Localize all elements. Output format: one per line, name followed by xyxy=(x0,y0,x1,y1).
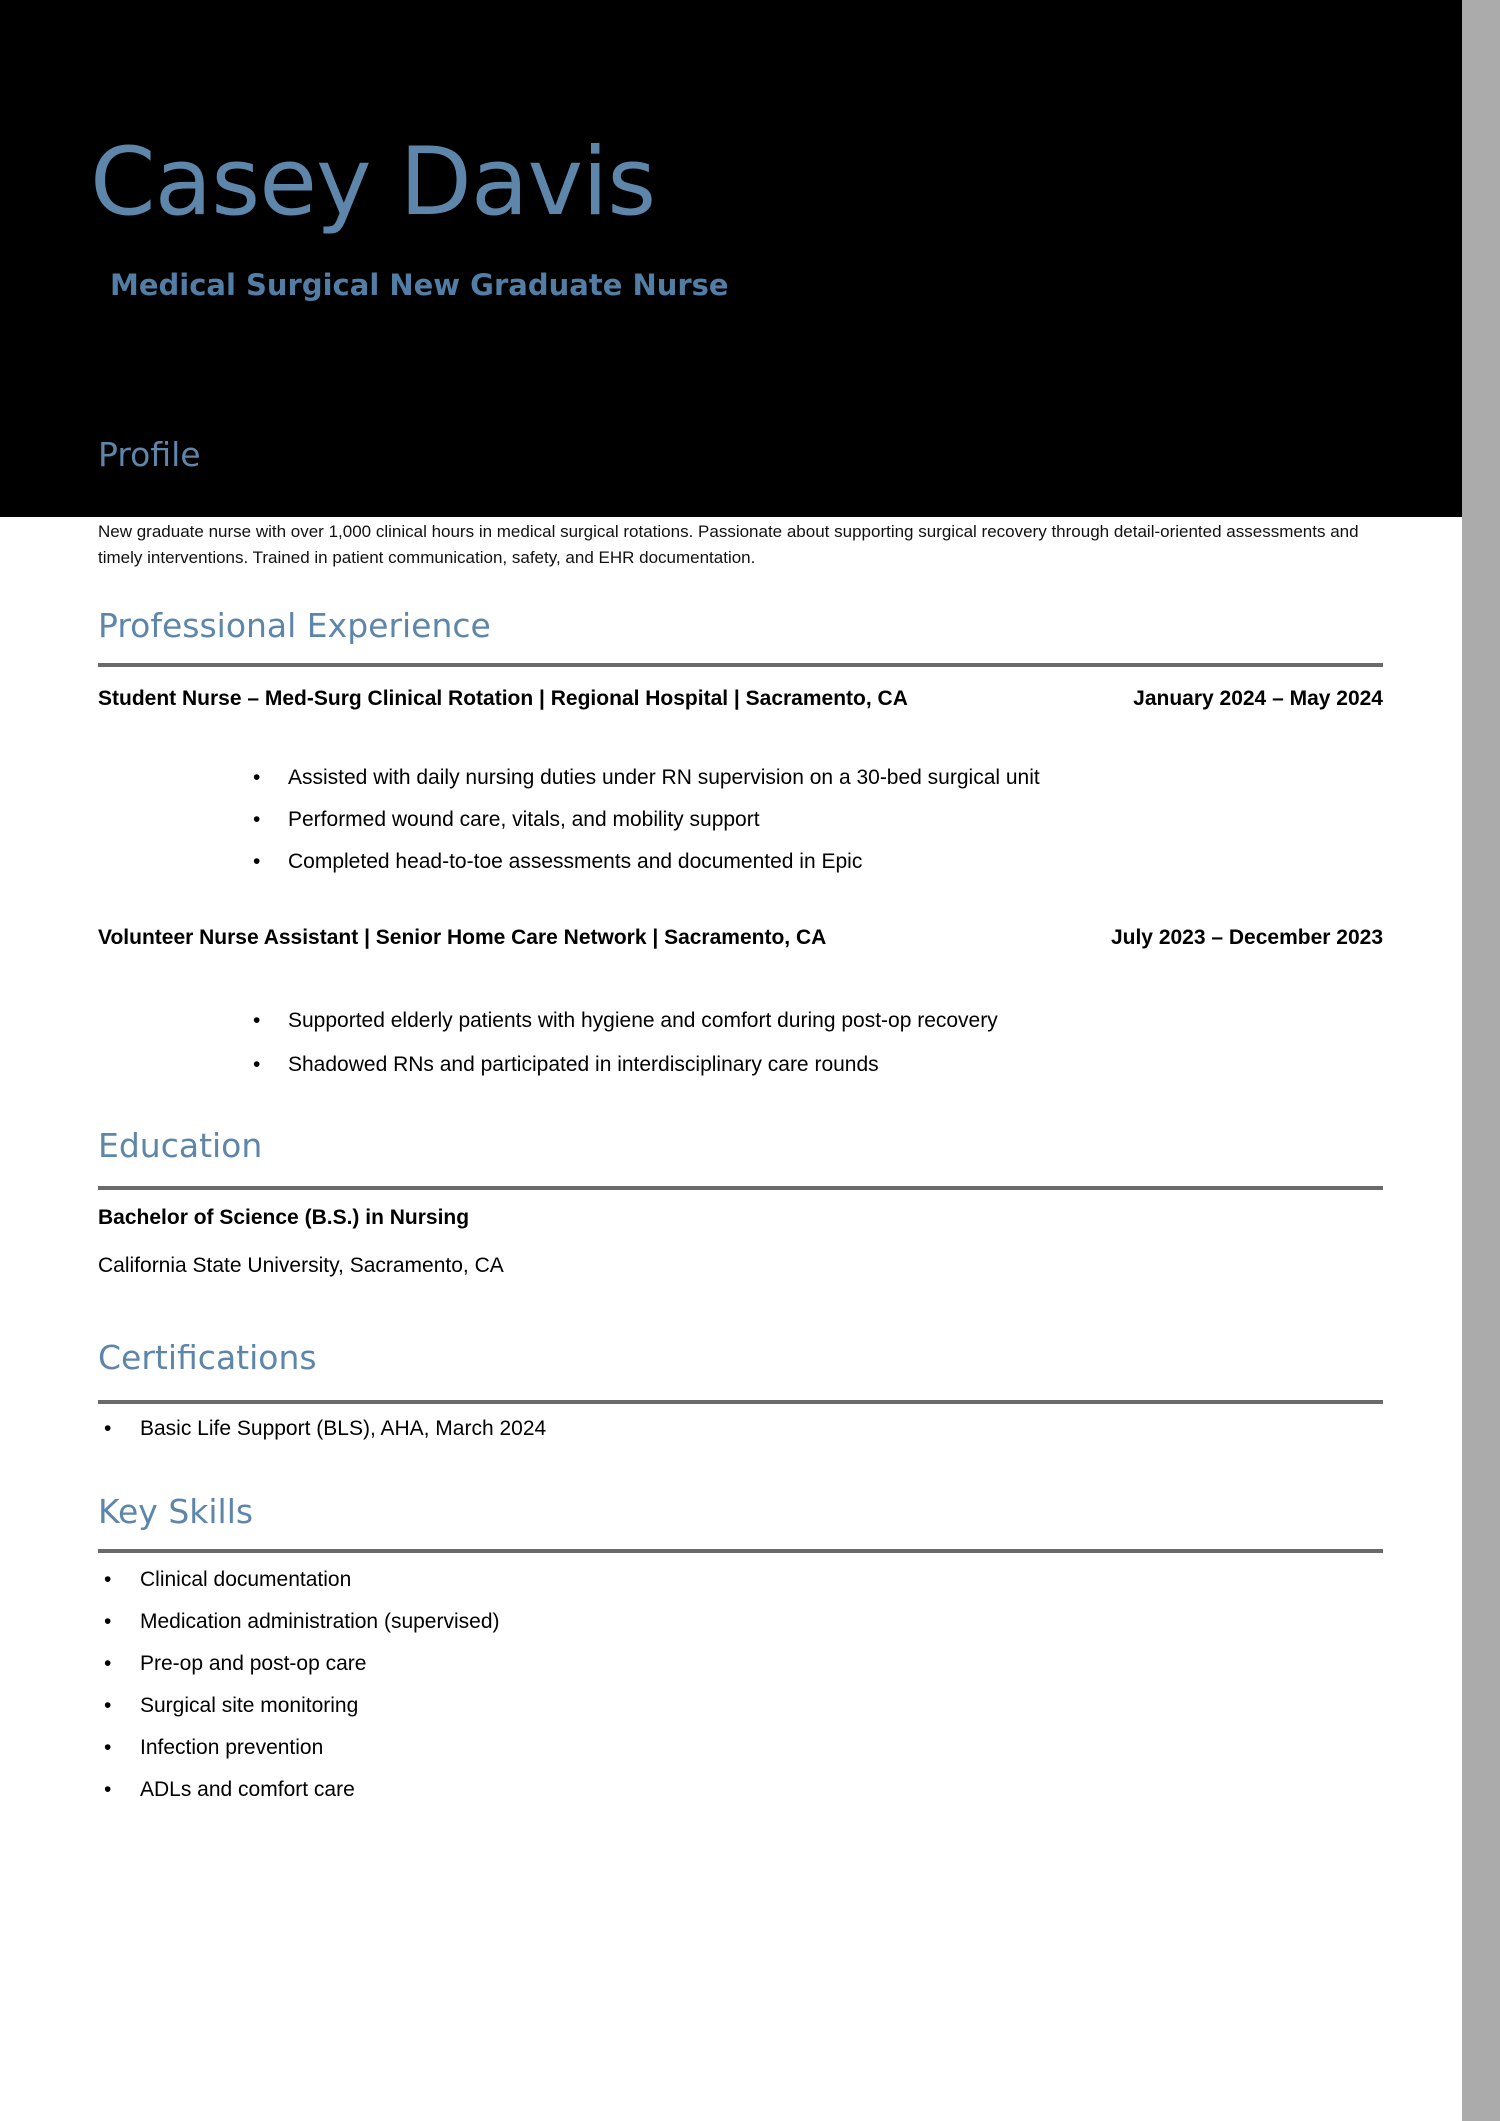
list-item xyxy=(104,1416,546,1442)
list-item xyxy=(253,765,1040,791)
job-bullet-list xyxy=(253,1008,998,1096)
bullet-icon: • xyxy=(104,1694,112,1717)
bullet-text: Assisted with daily nursing duties under RN supervision on a 30-bed surgical unit xyxy=(288,766,1040,789)
profile-summary: New graduate nurse with over 1,000 clinical hours in medical surgical rotations. Passionate about supporting surgical recovery through detail-oriented assessments and timely interventions. Trained in patient communication, safety, and EHR documentation. xyxy=(98,522,1359,567)
section-divider xyxy=(98,663,1383,667)
job-title: Student Nurse – Med-Surg Clinical Rotation | Regional Hospital | Sacramento, CA xyxy=(98,687,908,710)
bullet-icon: • xyxy=(253,808,261,831)
job-bullet-list xyxy=(253,765,1040,891)
bullet-icon: • xyxy=(104,1568,112,1591)
header-band xyxy=(0,0,1462,517)
section-title-key-skills: Key Skills xyxy=(98,1492,254,1531)
bullet-text: Shadowed RNs and participated in interdisciplinary care rounds xyxy=(288,1053,879,1076)
job-dates: January 2024 – May 2024 xyxy=(1133,687,1383,710)
job-dates: July 2023 – December 2023 xyxy=(1110,926,1383,949)
section-divider xyxy=(98,1400,1383,1404)
bullet-text: Performed wound care, vitals, and mobility support xyxy=(288,808,760,831)
bullet-icon: • xyxy=(253,1053,261,1076)
list-item xyxy=(104,1693,500,1719)
bullet-icon: • xyxy=(104,1417,112,1440)
bullet-text: Infection prevention xyxy=(140,1736,324,1759)
section-title-experience: Professional Experience xyxy=(98,606,491,645)
section-title-profile: Profile xyxy=(98,435,201,474)
list-item xyxy=(104,1567,500,1593)
bullet-text: Pre-op and post-op care xyxy=(140,1652,367,1675)
list-item xyxy=(253,1052,998,1078)
education-degree: Bachelor of Science (B.S.) in Nursing xyxy=(98,1206,470,1229)
certification-list xyxy=(104,1416,546,1442)
list-item xyxy=(253,807,1040,833)
bullet-text: Surgical site monitoring xyxy=(140,1694,359,1717)
list-item xyxy=(253,1008,998,1034)
bullet-text: Clinical documentation xyxy=(140,1568,352,1591)
viewport-gutter xyxy=(1462,0,1500,2121)
skills-list xyxy=(104,1567,500,1819)
bullet-icon: • xyxy=(104,1652,112,1675)
list-item xyxy=(104,1651,500,1677)
list-item xyxy=(104,1609,500,1635)
section-divider xyxy=(98,1186,1383,1190)
bullet-icon: • xyxy=(104,1610,112,1633)
bullet-icon: • xyxy=(253,766,261,789)
list-item xyxy=(253,849,1040,875)
list-item xyxy=(104,1777,500,1803)
list-item xyxy=(104,1735,500,1761)
job-header-row xyxy=(98,925,1383,951)
job-title: Volunteer Nurse Assistant | Senior Home Care Network | Sacramento, CA xyxy=(98,926,827,949)
bullet-text: ADLs and comfort care xyxy=(140,1778,355,1801)
bullet-icon: • xyxy=(253,1009,261,1032)
bullet-text: Medication administration (supervised) xyxy=(140,1610,500,1633)
bullet-text: Completed head-to-toe assessments and documented in Epic xyxy=(288,850,863,873)
resume-name: Casey Davis xyxy=(90,128,656,237)
section-title-certifications: Certifications xyxy=(98,1338,317,1377)
section-divider xyxy=(98,1549,1383,1553)
bullet-text: Supported elderly patients with hygiene and comfort during post-op recovery xyxy=(288,1009,998,1032)
section-title-education: Education xyxy=(98,1126,263,1165)
job-header-row xyxy=(98,686,1383,712)
resume-subtitle: Medical Surgical New Graduate Nurse xyxy=(110,268,729,302)
bullet-icon: • xyxy=(104,1736,112,1759)
bullet-text: Basic Life Support (BLS), AHA, March 2024 xyxy=(140,1417,547,1440)
bullet-icon: • xyxy=(253,850,261,873)
bullet-icon: • xyxy=(104,1778,112,1801)
education-school: California State University, Sacramento, CA xyxy=(98,1254,504,1277)
